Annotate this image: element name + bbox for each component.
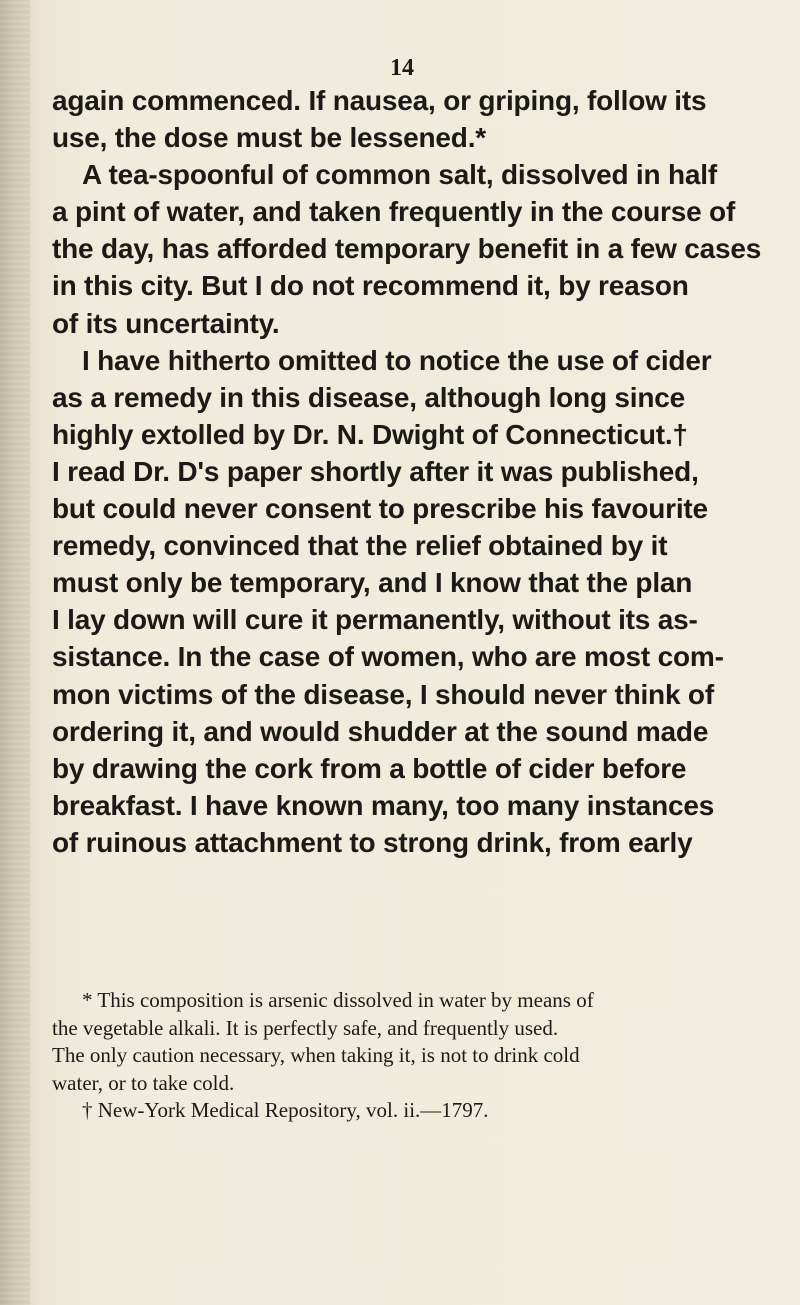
text-line: as a remedy in this disease, although long since [52, 381, 686, 413]
text-line: of its uncertainty. [52, 307, 280, 339]
text-line: highly extolled by Dr. N. Dwight of Connecticut.† [52, 418, 688, 450]
main-text [52, 82, 800, 861]
text-line: A tea-spoonful of common salt, dissolved in half [82, 159, 717, 191]
text-line: in this city. But I do not recommend it, by reason [52, 270, 689, 302]
text-line: sistance. In the case of women, who are most com- [52, 641, 724, 673]
footnote-line: the vegetable alkali. It is perfectly safe, and frequently used. [52, 1015, 559, 1040]
page-binding-edge [0, 0, 30, 1305]
text-line: I have hitherto omitted to notice the use of cider [82, 344, 712, 376]
footnotes [52, 987, 800, 1125]
text-line: again commenced. If nausea, or griping, follow its [52, 85, 707, 116]
text-line: must only be temporary, and I know that the plan [52, 567, 693, 599]
text-line: use, the dose must be lessened.* [52, 122, 486, 154]
footnote-line: * This composition is arsenic dissolved in water by means of [82, 988, 594, 1012]
footnote-line: The only caution necessary, when taking it, is not to drink cold [52, 1043, 580, 1067]
text-line: by drawing the cork from a bottle of cider before [52, 752, 687, 784]
text-line: a pint of water, and taken frequently in the course of [52, 196, 736, 228]
text-line: I read Dr. D's paper shortly after it was published, [52, 455, 699, 487]
text-line: mon victims of the disease, I should never think of [52, 678, 714, 710]
text-line: ordering it, and would shudder at the sound made [52, 715, 709, 747]
footnote-line: † New-York Medical Repository, vol. ii.—1797. [82, 1098, 489, 1122]
page-number: 14 [390, 55, 414, 81]
text-line: but could never consent to prescribe his favourite [52, 493, 708, 525]
footnote-line: water, or to take cold. [52, 1070, 235, 1095]
text-line: remedy, convinced that the relief obtained by it [52, 530, 668, 562]
text-line: of ruinous attachment to strong drink, from early [52, 826, 693, 858]
text-line: breakfast. I have known many, too many instances [52, 789, 715, 821]
text-line: I lay down will cure it permanently, without its as- [52, 604, 698, 636]
text-line: the day, has afforded temporary benefit in a few cases [52, 233, 762, 265]
